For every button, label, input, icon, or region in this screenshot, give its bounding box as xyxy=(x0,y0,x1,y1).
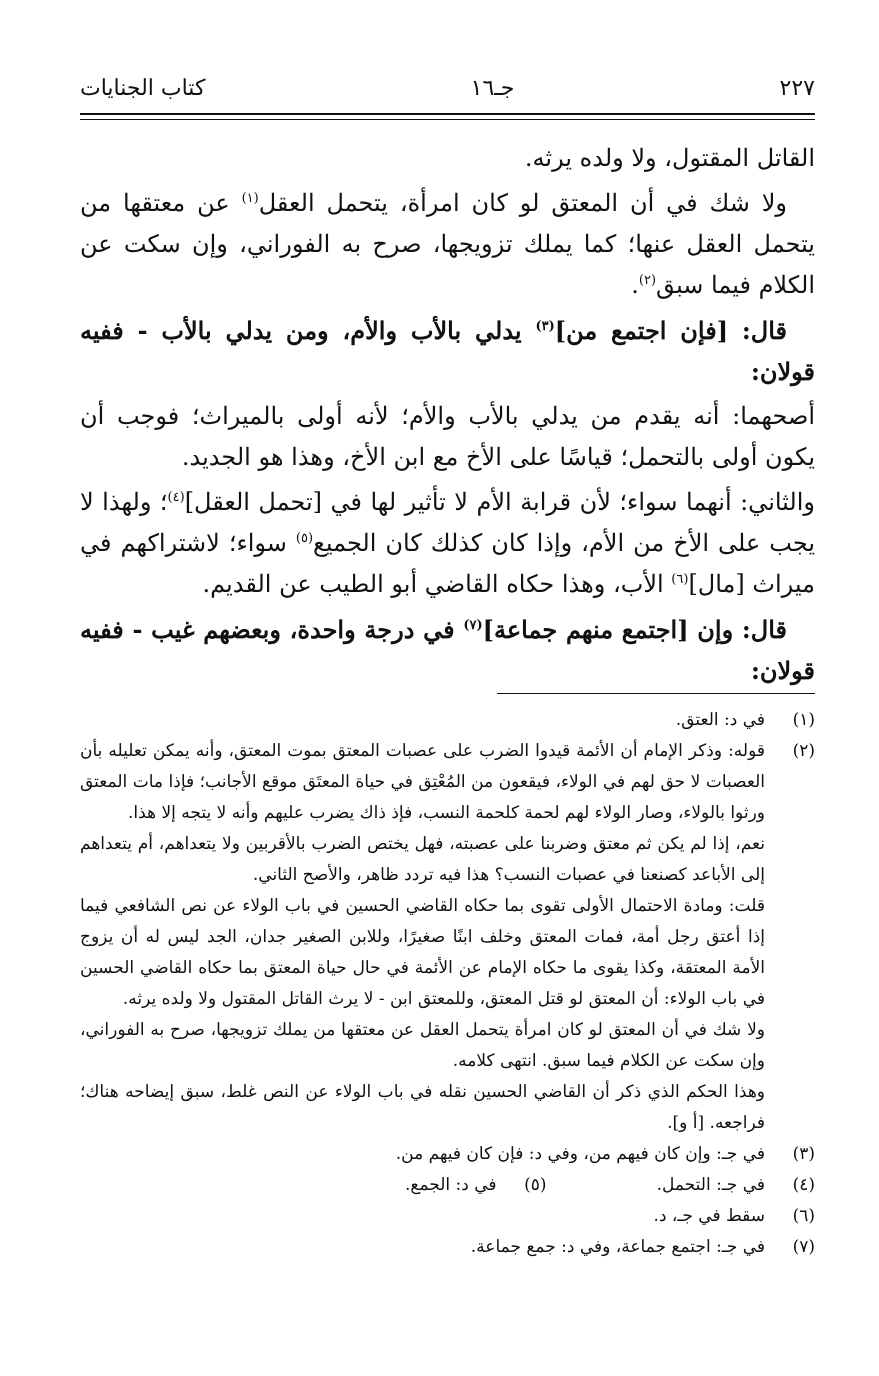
footnotes xyxy=(80,705,815,1263)
footnote-ref[interactable]: (٤) xyxy=(167,490,185,505)
footnote-text: في د: العتق. xyxy=(675,710,765,730)
footnote-4 xyxy=(657,1170,815,1201)
footnote-ref[interactable]: (١) xyxy=(241,191,259,206)
footnote-1 xyxy=(80,705,815,736)
footnote-text: ولا شك في أن المعتق لو كان امرأة يتحمل العقل عن معتقها من يملك تزويجها، صرح به الفوراني، وإن سكت عن الكلام فيما سبق. انتهى كلامه. xyxy=(80,1020,765,1071)
header-rule-thick xyxy=(80,113,815,115)
footnote-text: وهذا الحكم الذي ذكر أن القاضي الحسين نقله في باب الولاء عن النص غلط، سبق إيضاحه هناك؛ فراجعه. [أ و]. xyxy=(80,1082,765,1133)
footnote-number: (٥) xyxy=(524,1175,547,1195)
page-number: ٢٢٧ xyxy=(779,75,815,101)
footnote-number: (١) xyxy=(792,710,815,730)
footnote-text: قلت: ومادة الاحتمال الأولى تقوى بما حكاه القاضي الحسين في باب الولاء عن نص الشافعي فيما إذا أعتق رجل أمة، فمات المعتق وخلف ابنًا صغيرًا، وللابن الصغير جدان، الجد ليس له أن يزوج الأمة المعتقة، وكذا يقوى ما حكاه الإمام عن الأئمة في حال حياة المعتق بما حكاه القاضي الحسين في باب الولاء: أن المعتق لو قتل المعتق، وللمعتق ابن - لا يرث القاتل المقتول ولا ولده يرثه. xyxy=(80,896,765,1009)
footnote-number: (٦) xyxy=(792,1206,815,1226)
paragraph-6: قال: وإن [اجتمع منهم جماعة]$^{(٧)}$ في درجة واحدة، وبعضهم غيب - ففيه قولان: xyxy=(80,615,815,685)
footnote-6 xyxy=(80,1201,815,1232)
paragraph-2: ولا شك في أن المعتق لو كان امرأة، يتحمل العقل$^{(١)}$ عن معتقها من يتحمل العقل عنها؛ كما يملك تزويجها، صرح به الفوراني، وإن سكت عن الكلام فيما سبق$^{(٢)}$. xyxy=(80,189,815,299)
header-rule-thin xyxy=(80,119,815,120)
footnote-number: (٢) xyxy=(792,741,815,761)
book-title: كتاب الجنايات xyxy=(80,75,206,101)
footnote-ref[interactable]: (٦) xyxy=(671,572,689,587)
footnote-number: (٧) xyxy=(792,1237,815,1257)
footnote-ref[interactable]: (٥) xyxy=(295,531,314,546)
footnote-3 xyxy=(80,1139,815,1170)
footnote-2 xyxy=(80,736,815,1139)
footnote-row-4-5 xyxy=(80,1170,815,1201)
paragraph-4: أصحهما: أنه يقدم من يدلي بالأب والأم؛ لأنه أولى بالميراث؛ فوجب أن يكون أولى بالتحمل؛ قياسًا على الأخ مع ابن الأخ، وهذا هو الجديد. xyxy=(80,402,815,471)
footnote-text: نعم، إذا لم يكن ثم معتق وضربنا على عصبته، فهل يختص الضرب بالأقربين ولا يتعداهم، أم يتعداهم إلى الأباعد كصنعنا في عصبات النسب؟ هذا فيه تردد ظاهر، والأصح الثاني. xyxy=(80,834,765,885)
footnote-ref[interactable]: (٧) xyxy=(463,618,483,633)
footnote-text: سقط في جـ، د. xyxy=(653,1206,765,1226)
footnote-ref[interactable]: (٣) xyxy=(535,319,555,334)
footnote-number: (٤) xyxy=(792,1175,815,1195)
footnote-separator xyxy=(497,693,815,694)
footnote-5 xyxy=(405,1170,547,1201)
footnote-text: في جـ: التحمل. xyxy=(656,1175,765,1195)
footnote-text: في جـ: اجتمع جماعة، وفي د: جمع جماعة. xyxy=(470,1237,765,1257)
footnote-number: (٣) xyxy=(792,1144,815,1164)
footnote-text: في جـ: وإن كان فيهم من، وفي د: فإن كان فيهم من. xyxy=(395,1144,765,1164)
paragraph-5: والثاني: أنهما سواء؛ لأن قرابة الأم لا تأثير لها في [تحمل العقل]$^{(٤)}$؛ ولهذا لا يجب على الأخ من الأم، وإذا كان كذلك كان الجميع$^{(٥)}$ سواء؛ لاشتراكهم في ميراث [مال]$^{(٦)}$ الأب، وهذا حكاه القاضي أبو الطيب عن القديم. xyxy=(80,488,815,598)
footnote-text: قوله: وذكر الإمام أن الأئمة قيدوا الضرب على عصبات المعتق بموت المعتق، وأنه يمكن تعليله بأن العصبات لا حق لهم في الولاء، فيقعون من المُعْتِق في حياة المعتَق موقع الأجانب؛ فإذا مات المعتق ورثوا بالولاء، وصار الولاء لهم لحمة كلحمة النسب، فإذ ذاك يضرب عليهم وأنه لا يتجه إلا هذا. xyxy=(80,741,765,823)
volume-label: جـ١٦ xyxy=(470,75,515,101)
footnote-7 xyxy=(80,1232,815,1263)
running-header xyxy=(80,70,815,106)
paragraph-3: قال: [فإن اجتمع من]$^{(٣)}$ يدلي بالأب والأم، ومن يدلي بالأب - ففيه قولان: xyxy=(80,316,815,386)
paragraph-1: القاتل المقتول، ولا ولده يرثه. xyxy=(524,144,815,172)
footnote-text: في د: الجمع. xyxy=(405,1175,497,1195)
main-text xyxy=(80,138,815,695)
footnote-ref[interactable]: (٢) xyxy=(638,273,657,288)
